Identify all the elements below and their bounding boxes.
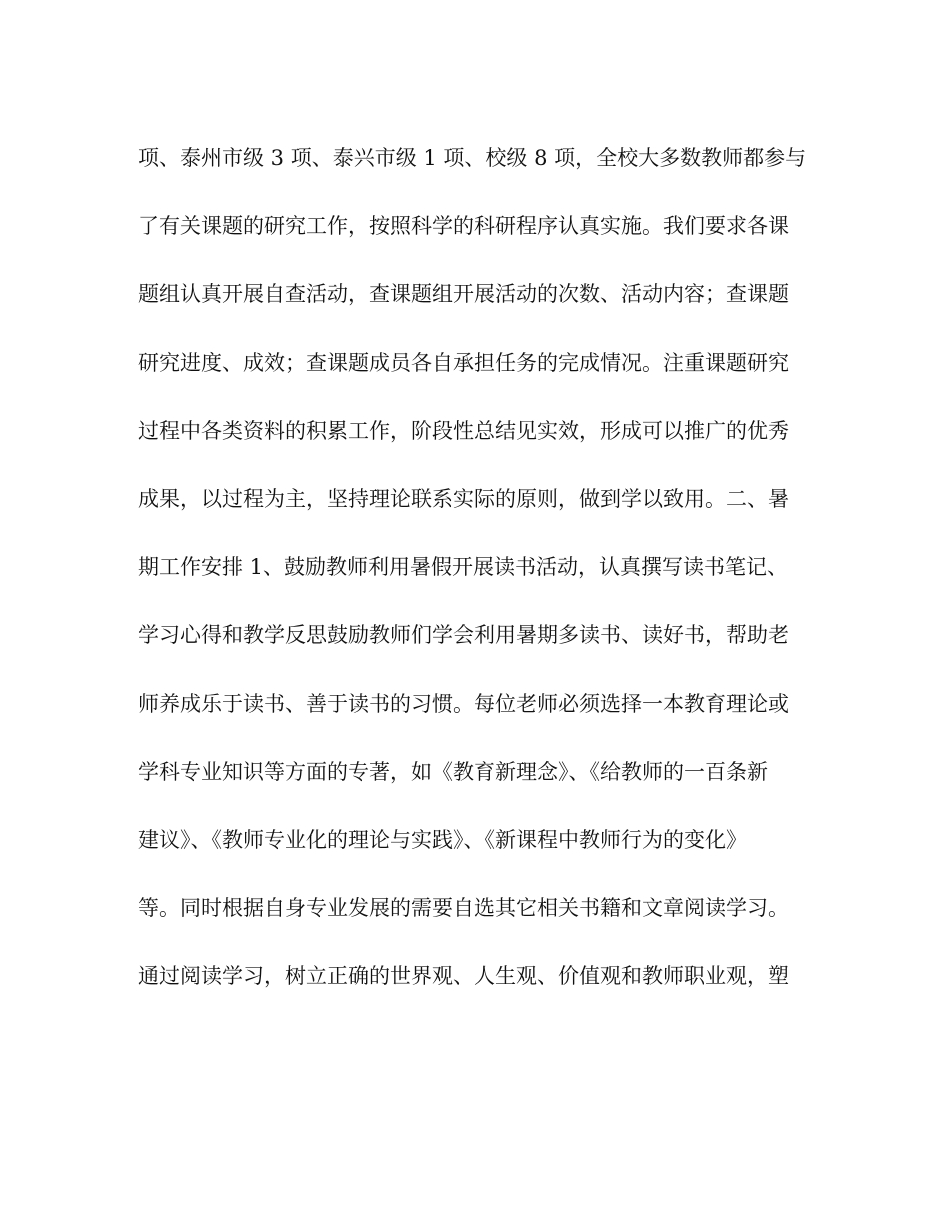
text-line: 过程中各类资料的积累工作，阶段性总结见实效，形成可以推广的优秀 <box>138 418 789 443</box>
text-line: 了有关课题的研究工作，按照科学的科研程序认真实施。我们要求各课 <box>138 214 789 239</box>
text-line: 师养成乐于读书、善于读书的习惯。每位老师必须选择一本教育理论或 <box>138 691 789 716</box>
text-line: 成果，以过程为主，坚持理论联系实际的原则，做到学以致用。二、暑 <box>138 486 789 511</box>
text-line: 学习心得和教学反思鼓励教师们学会利用暑期多读书、读好书，帮助老 <box>138 623 789 648</box>
text-line: 等。同时根据自身专业发展的需要自选其它相关书籍和文章阅读学习。 <box>138 896 789 921</box>
text-line: 学科专业知识等方面的专著，如《教育新理念》、《给教师的一百条新 <box>138 759 768 784</box>
text-line: 通过阅读学习，树立正确的世界观、人生观、价值观和教师职业观，塑 <box>138 964 789 989</box>
text-line: 研究进度、成效；查课题成员各自承担任务的完成情况。注重课题研究 <box>138 350 789 375</box>
text-line: 期工作安排 1、鼓励教师利用暑假开展读书活动，认真撰写读书笔记、 <box>138 555 789 580</box>
text-line: 建议》、《教师专业化的理论与实践》、《新课程中教师行为的变化》 <box>138 827 747 852</box>
body-text <box>138 136 828 1022</box>
text-line: 题组认真开展自查活动，查课题组开展活动的次数、活动内容；查课题 <box>138 282 789 307</box>
text-line: 项、泰州市级 3 项、泰兴市级 1 项、校级 8 项，全校大多数教师都参与 <box>138 146 807 170</box>
